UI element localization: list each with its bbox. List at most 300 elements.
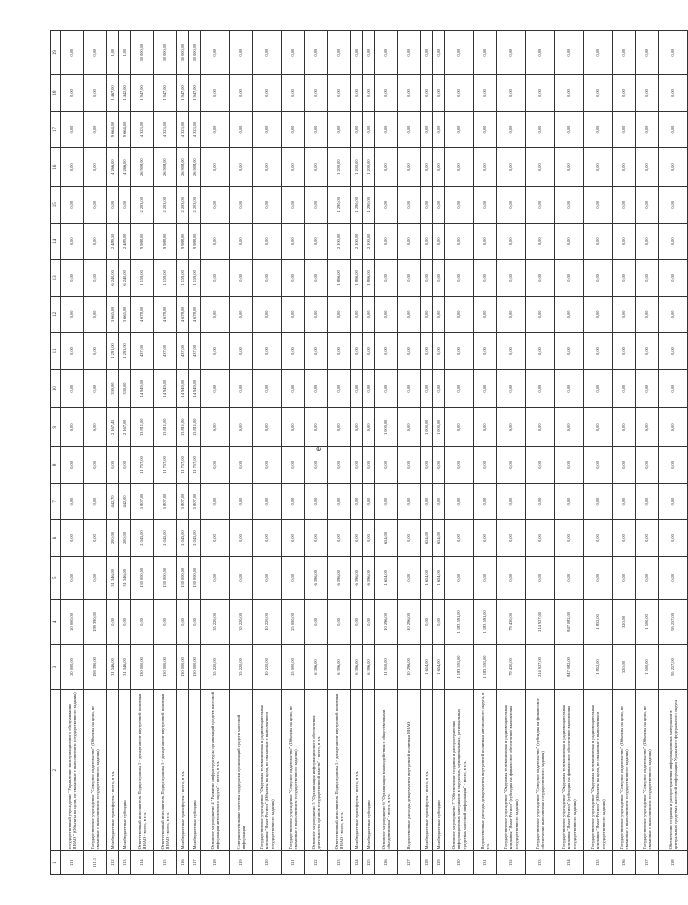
table-row (253, 31, 282, 875)
row-name-cell: Межбюджетные трансферты - всего, в т.ч. (177, 690, 189, 851)
value-cell: 654,00 (433, 520, 445, 557)
value-cell: 1 947,00 (189, 75, 201, 112)
value-cell: 0,00 (474, 31, 497, 75)
value-cell: 0,00 (636, 408, 659, 447)
value-cell: 0,00 (613, 520, 636, 557)
value-cell: 0,00 (526, 520, 555, 557)
value-cell: 0,00 (398, 148, 421, 187)
value-cell: 1 291,00 (107, 333, 119, 370)
value-cell: 2 100,00 (328, 223, 351, 260)
value-cell: 0,00 (555, 187, 584, 224)
value-cell: 1 000,00 (421, 408, 433, 447)
value-cell: 0,00 (659, 223, 688, 260)
table-row (526, 31, 555, 875)
value-cell: 1 159,00 (154, 260, 177, 297)
value-cell: 0,00 (253, 520, 282, 557)
value-cell: 0,00 (398, 556, 421, 599)
value-cell: 95 257,00 (659, 644, 688, 689)
value-cell: 0,00 (474, 75, 497, 112)
value-cell: 4 678,00 (131, 296, 154, 333)
value-cell: 0,00 (363, 75, 375, 112)
value-cell: 4 678,00 (177, 296, 189, 333)
row-name-cell: Ведомственные расходы департамента внутренней политики ЯНАО (398, 690, 421, 851)
value-cell: 0,00 (526, 31, 555, 75)
table-row (555, 31, 584, 875)
value-cell: 0,00 (305, 369, 328, 408)
value-cell: 0,00 (421, 260, 433, 297)
value-cell: 5 807,00 (177, 483, 189, 520)
row-number-cell: 137 (636, 851, 659, 875)
value-cell: 9 988,00 (154, 223, 177, 260)
value-cell: 0,00 (526, 369, 555, 408)
value-cell: 0,00 (230, 75, 253, 112)
header-cell: 2 (51, 690, 61, 851)
value-cell: 0,00 (659, 483, 688, 520)
row-name-cell: Государственное учреждение "Окружная телевизионная и радиовещательная компания "Ямал-Регион" (субсидия на финансовое обеспечение выполнения государственного задания) (497, 690, 526, 851)
value-cell: 0,00 (201, 408, 230, 447)
value-cell: 0,00 (659, 148, 688, 187)
value-cell: 0,00 (497, 148, 526, 187)
value-cell: 1 159,00 (131, 260, 154, 297)
value-cell: 0,00 (253, 148, 282, 187)
value-cell: 0,00 (613, 447, 636, 484)
table-row (131, 31, 154, 875)
header-cell: 7 (51, 483, 61, 520)
value-cell: 0,00 (636, 333, 659, 370)
value-cell: 320,00 (613, 644, 636, 689)
row-number-cell: 111.1 (84, 851, 107, 875)
header-cell: 10 (51, 369, 61, 408)
row-number-cell: 116 (177, 851, 189, 875)
header-cell: 11 (51, 333, 61, 370)
value-cell: 2 045,00 (131, 520, 154, 557)
value-cell: 0,00 (363, 599, 375, 644)
value-cell: 35 220,00 (230, 599, 253, 644)
row-number-cell: 119 (230, 851, 253, 875)
row-name-cell: Межбюджетные трансферты - всего, в т.ч. (351, 690, 363, 851)
value-cell: 0,00 (201, 333, 230, 370)
value-cell: 214 927,00 (526, 599, 555, 644)
value-cell: 0,00 (497, 223, 526, 260)
value-cell: 0,00 (230, 483, 253, 520)
value-cell: 0,00 (375, 447, 398, 484)
value-cell: 0,00 (84, 333, 107, 370)
value-cell: 0,00 (474, 369, 497, 408)
value-cell: 0,00 (363, 31, 375, 75)
value-cell: 0,00 (230, 111, 253, 148)
value-cell: 4 323,00 (131, 111, 154, 148)
row-name-cell: Межбюджетные субсидии (189, 690, 201, 851)
value-cell: 0,00 (555, 296, 584, 333)
value-cell: 4 266,00 (119, 148, 131, 187)
value-cell: 0,00 (201, 369, 230, 408)
row-name-cell: Межбюджетные субсидии (433, 690, 445, 851)
value-cell: 0,00 (433, 369, 445, 408)
value-cell: 0,00 (375, 148, 398, 187)
value-cell: 0,00 (497, 520, 526, 557)
value-cell: 0,00 (351, 296, 363, 333)
value-cell: 0,00 (659, 333, 688, 370)
value-cell: 13 811,00 (131, 408, 154, 447)
value-cell: 3 665,00 (107, 296, 119, 333)
row-name-cell: Межбюджетные трансферты - всего, в т.ч. (421, 690, 433, 851)
value-cell: 0,00 (282, 369, 305, 408)
value-cell: 0,00 (526, 483, 555, 520)
value-cell: 200,00 (119, 520, 131, 557)
value-cell: 0,00 (363, 333, 375, 370)
value-cell: 0,00 (421, 296, 433, 333)
value-cell: 1 200,00 (328, 148, 351, 187)
value-cell: 0,00 (613, 148, 636, 187)
value-cell: 442,00 (119, 483, 131, 520)
value-cell: 0,00 (375, 483, 398, 520)
value-cell: 0,00 (659, 260, 688, 297)
value-cell: 0,00 (497, 296, 526, 333)
value-cell: 95 257,00 (659, 599, 688, 644)
value-cell: 26 908,00 (154, 148, 177, 187)
value-cell: 31 346,00 (107, 556, 119, 599)
value-cell: 1 947,00 (131, 75, 154, 112)
row-number-cell: 111 (61, 851, 84, 875)
value-cell: 0,00 (305, 447, 328, 484)
value-cell: 0,00 (253, 223, 282, 260)
table-row (201, 31, 230, 875)
value-cell: 0,00 (230, 447, 253, 484)
value-cell: 0,00 (230, 333, 253, 370)
value-cell: 130 000,00 (131, 556, 154, 599)
value-cell: 0,00 (497, 369, 526, 408)
value-cell: 1 852,00 (584, 644, 613, 689)
value-cell: 0,00 (445, 260, 474, 297)
value-cell: 79 430,00 (497, 599, 526, 644)
value-cell: 2 203,00 (177, 187, 189, 224)
value-cell: 0,00 (497, 111, 526, 148)
row-name-cell: Государственное учреждение "Окружная телевизионная и радиовещательная компания "Ямал-Регион" (Объекты на цели, не связанные с выполнением государственного задания) (253, 690, 282, 851)
value-cell: 437,00 (154, 333, 177, 370)
value-cell: 0,00 (201, 75, 230, 112)
value-cell: 0,00 (636, 148, 659, 187)
value-cell: 10 220,00 (253, 644, 282, 689)
value-cell: 0,00 (433, 260, 445, 297)
value-cell: 0,00 (584, 111, 613, 148)
value-cell: 11 757,00 (177, 447, 189, 484)
value-cell: 0,00 (328, 599, 351, 644)
value-cell: 6 396,00 (328, 556, 351, 599)
row-number-cell: 112 (107, 851, 119, 875)
value-cell: 0,00 (421, 75, 433, 112)
value-cell: 0,00 (584, 556, 613, 599)
value-cell: 199 390,00 (84, 644, 107, 689)
value-cell: 130 000,00 (189, 644, 201, 689)
value-cell: 0,00 (230, 296, 253, 333)
value-cell: 30 000,00 (154, 31, 177, 75)
value-cell: 0,00 (84, 408, 107, 447)
value-cell: 0,00 (61, 333, 84, 370)
table-row (433, 31, 445, 875)
value-cell: 0,00 (375, 111, 398, 148)
value-cell: 0,00 (398, 408, 421, 447)
header-cell: 18 (51, 75, 61, 112)
value-cell: 847 082,00 (555, 644, 584, 689)
row-name-cell: Межбюджетные трансферты - всего, в т.ч. (107, 690, 119, 851)
row-name-cell: Государственное учреждение "Северное издательство" (субсидия на финансовое обеспечение выполнения государственного задания) (526, 690, 555, 851)
value-cell: 0,00 (282, 333, 305, 370)
value-cell: 25 000,00 (282, 644, 305, 689)
value-cell: 0,00 (584, 187, 613, 224)
rotated-table-wrapper (50, 30, 678, 875)
value-cell: 0,00 (497, 447, 526, 484)
value-cell: 0,00 (398, 75, 421, 112)
value-cell: 6 396,00 (351, 556, 363, 599)
value-cell: 0,00 (61, 408, 84, 447)
page-number: е (313, 447, 323, 451)
value-cell: 35 220,00 (230, 644, 253, 689)
row-number-cell: 124 (351, 851, 363, 875)
value-cell: 35 220,00 (201, 644, 230, 689)
value-cell: 0,00 (584, 447, 613, 484)
value-cell: 0,00 (659, 31, 688, 75)
value-cell: 0,00 (445, 520, 474, 557)
value-cell: 0,00 (230, 260, 253, 297)
value-cell: 0,00 (584, 223, 613, 260)
value-cell: 0,00 (445, 408, 474, 447)
value-cell: 0,00 (253, 447, 282, 484)
value-cell: 0,00 (474, 187, 497, 224)
value-cell: 1 947,00 (154, 75, 177, 112)
value-cell: 0,00 (305, 408, 328, 447)
value-cell: 0,00 (305, 223, 328, 260)
header-cell: 3 (51, 644, 61, 689)
value-cell: 0,00 (253, 408, 282, 447)
value-cell: 130 000,00 (154, 644, 177, 689)
value-cell: 0,00 (351, 369, 363, 408)
value-cell: 0,00 (282, 111, 305, 148)
value-cell: 2 045,00 (189, 520, 201, 557)
value-cell: 0,00 (351, 111, 363, 148)
value-cell: 1 654,00 (421, 556, 433, 599)
value-cell: 0,00 (305, 260, 328, 297)
value-cell: 20 000,00 (61, 599, 84, 644)
header-cell: 15 (51, 187, 61, 224)
value-cell: 0,00 (433, 31, 445, 75)
value-cell: 0,00 (555, 556, 584, 599)
value-cell: 0,00 (636, 75, 659, 112)
value-cell: 26 908,00 (189, 148, 201, 187)
value-cell: 0,00 (61, 483, 84, 520)
value-cell: 0,00 (555, 260, 584, 297)
value-cell: 4 678,00 (189, 296, 201, 333)
value-cell: 2 167,00 (119, 408, 131, 447)
value-cell: 0,00 (526, 333, 555, 370)
value-cell: 0,00 (555, 111, 584, 148)
header-cell: 5 (51, 556, 61, 599)
value-cell: 0,00 (555, 31, 584, 75)
value-cell: 0,00 (84, 447, 107, 484)
value-cell: 0,00 (584, 483, 613, 520)
value-cell: 11 950,00 (375, 644, 398, 689)
value-cell: 0,00 (363, 296, 375, 333)
value-cell: 0,00 (659, 408, 688, 447)
table-row (230, 31, 253, 875)
table-row (282, 31, 305, 875)
value-cell: 0,00 (421, 187, 433, 224)
value-cell: 13 811,00 (189, 408, 201, 447)
value-cell: 0,00 (84, 296, 107, 333)
value-cell: 0,00 (119, 447, 131, 484)
value-cell: 0,00 (659, 296, 688, 333)
value-cell: 0,00 (253, 75, 282, 112)
row-name-cell: Государственное учреждение "Северное издательство" (Объекты на цели, не связанные с выполнением государственного задания) (84, 690, 107, 851)
value-cell: 10 220,00 (253, 599, 282, 644)
value-cell: 0,00 (433, 148, 445, 187)
value-cell: 200,00 (107, 520, 119, 557)
value-cell: 0,00 (282, 187, 305, 224)
value-cell: 0,00 (119, 187, 131, 224)
value-cell: 0,00 (474, 296, 497, 333)
value-cell: 1 200,00 (351, 148, 363, 187)
value-cell: 0,00 (201, 31, 230, 75)
value-cell: 0,00 (474, 408, 497, 447)
value-cell: 0,00 (61, 187, 84, 224)
value-cell: 0,00 (61, 148, 84, 187)
value-cell: 0,00 (84, 31, 107, 75)
value-cell: 0,00 (659, 520, 688, 557)
value-cell: 5 807,00 (131, 483, 154, 520)
value-cell: 0,00 (433, 223, 445, 260)
table-row (398, 31, 421, 875)
value-cell: 2 489,00 (119, 223, 131, 260)
value-cell: 0,00 (613, 333, 636, 370)
value-cell: 0,00 (61, 447, 84, 484)
value-cell: 0,00 (636, 187, 659, 224)
value-cell: 0,00 (398, 520, 421, 557)
value-cell: 1 159,00 (189, 260, 201, 297)
value-cell: 0,00 (497, 31, 526, 75)
value-cell: 1 467,00 (107, 75, 119, 112)
value-cell: 2 203,00 (131, 187, 154, 224)
table-row (636, 31, 659, 875)
value-cell: 0,00 (253, 187, 282, 224)
value-cell: 0,00 (584, 369, 613, 408)
value-cell: 2 489,50 (107, 223, 119, 260)
value-cell: 0,00 (84, 187, 107, 224)
value-cell: 0,00 (84, 75, 107, 112)
value-cell: 0,00 (201, 187, 230, 224)
value-cell: 0,00 (474, 333, 497, 370)
value-cell: 0,00 (497, 75, 526, 112)
value-cell: 2 045,00 (154, 520, 177, 557)
value-cell: 0,00 (398, 483, 421, 520)
table-row (177, 31, 189, 875)
value-cell: 0,00 (253, 556, 282, 599)
value-cell: 0,00 (282, 296, 305, 333)
value-cell: 1 159,00 (177, 260, 189, 297)
value-cell: 2 203,00 (189, 187, 201, 224)
value-cell: 0,00 (421, 369, 433, 408)
value-cell: 0,00 (119, 599, 131, 644)
header-cell: 17 (51, 111, 61, 148)
value-cell: 0,00 (555, 520, 584, 557)
row-number-cell: 113 (119, 851, 131, 875)
value-cell: 0,00 (61, 75, 84, 112)
value-cell: 1 183 591,00 (474, 599, 497, 644)
value-cell: 0,00 (107, 599, 119, 644)
value-cell: 0,00 (497, 187, 526, 224)
value-cell: 0,00 (433, 187, 445, 224)
header-cell: 13 (51, 260, 61, 297)
value-cell: 1 183 591,00 (445, 644, 474, 689)
header-cell: 8 (51, 447, 61, 484)
value-cell: 0,00 (636, 260, 659, 297)
value-cell: 0,00 (328, 520, 351, 557)
value-cell: 0,00 (253, 260, 282, 297)
value-cell: 20 000,00 (61, 644, 84, 689)
value-cell: 0,00 (201, 148, 230, 187)
value-cell: 3 665,00 (119, 296, 131, 333)
value-cell: 0,00 (659, 556, 688, 599)
value-cell: 0,00 (433, 447, 445, 484)
row-number-cell: 130 (445, 851, 474, 875)
value-cell: 0,00 (305, 483, 328, 520)
value-cell: 0,00 (613, 75, 636, 112)
value-cell: 0,00 (375, 333, 398, 370)
value-cell: 0,00 (61, 556, 84, 599)
value-cell: 0,00 (253, 31, 282, 75)
value-cell: 0,00 (375, 31, 398, 75)
value-cell: 0,00 (526, 408, 555, 447)
table-row (659, 31, 688, 875)
value-cell: 0,00 (433, 333, 445, 370)
value-cell: 0,00 (363, 483, 375, 520)
value-cell: 0,00 (433, 599, 445, 644)
row-name-cell: государственный учреждение "Управление эксплуатационного обслуживания ЯНАО " (Объекты на цели, не связанные с выполнением государственного задания) (61, 690, 84, 851)
value-cell: 10 296,00 (398, 599, 421, 644)
value-cell: 0,00 (154, 599, 177, 644)
value-cell: 0,00 (555, 483, 584, 520)
value-cell: 0,00 (613, 223, 636, 260)
value-cell: 1 947,00 (177, 75, 189, 112)
row-name-cell: Государственное учреждение "Северное издательство" (Объекты на цели, не связанные с выполнением государственного задания) (282, 690, 305, 851)
value-cell: 0,00 (84, 483, 107, 520)
value-cell: 0,00 (84, 520, 107, 557)
value-cell: 10 296,00 (398, 644, 421, 689)
table-row (584, 31, 613, 875)
value-cell: 0,00 (445, 187, 474, 224)
value-cell: 0,00 (201, 556, 230, 599)
value-cell: 31 346,00 (119, 556, 131, 599)
value-cell: 0,00 (230, 187, 253, 224)
value-cell: 9 664,00 (119, 111, 131, 148)
value-cell: 6 240,00 (119, 260, 131, 297)
value-cell: 5 807,00 (154, 483, 177, 520)
value-cell: 26 908,00 (177, 148, 189, 187)
value-cell: 0,00 (363, 520, 375, 557)
value-cell: 0,00 (363, 447, 375, 484)
value-cell: 0,00 (474, 483, 497, 520)
value-cell: 0,00 (305, 333, 328, 370)
value-cell: 0,00 (474, 520, 497, 557)
value-cell: 1 183 591,00 (445, 599, 474, 644)
table-row (154, 31, 177, 875)
value-cell: 0,00 (328, 111, 351, 148)
value-cell: 0,00 (351, 520, 363, 557)
value-cell: 0,00 (201, 111, 230, 148)
value-cell: 0,00 (526, 447, 555, 484)
value-cell: 1 654,00 (375, 556, 398, 599)
row-number-cell: 117 (189, 851, 201, 875)
value-cell: 130 000,00 (177, 556, 189, 599)
value-cell: 0,00 (526, 111, 555, 148)
